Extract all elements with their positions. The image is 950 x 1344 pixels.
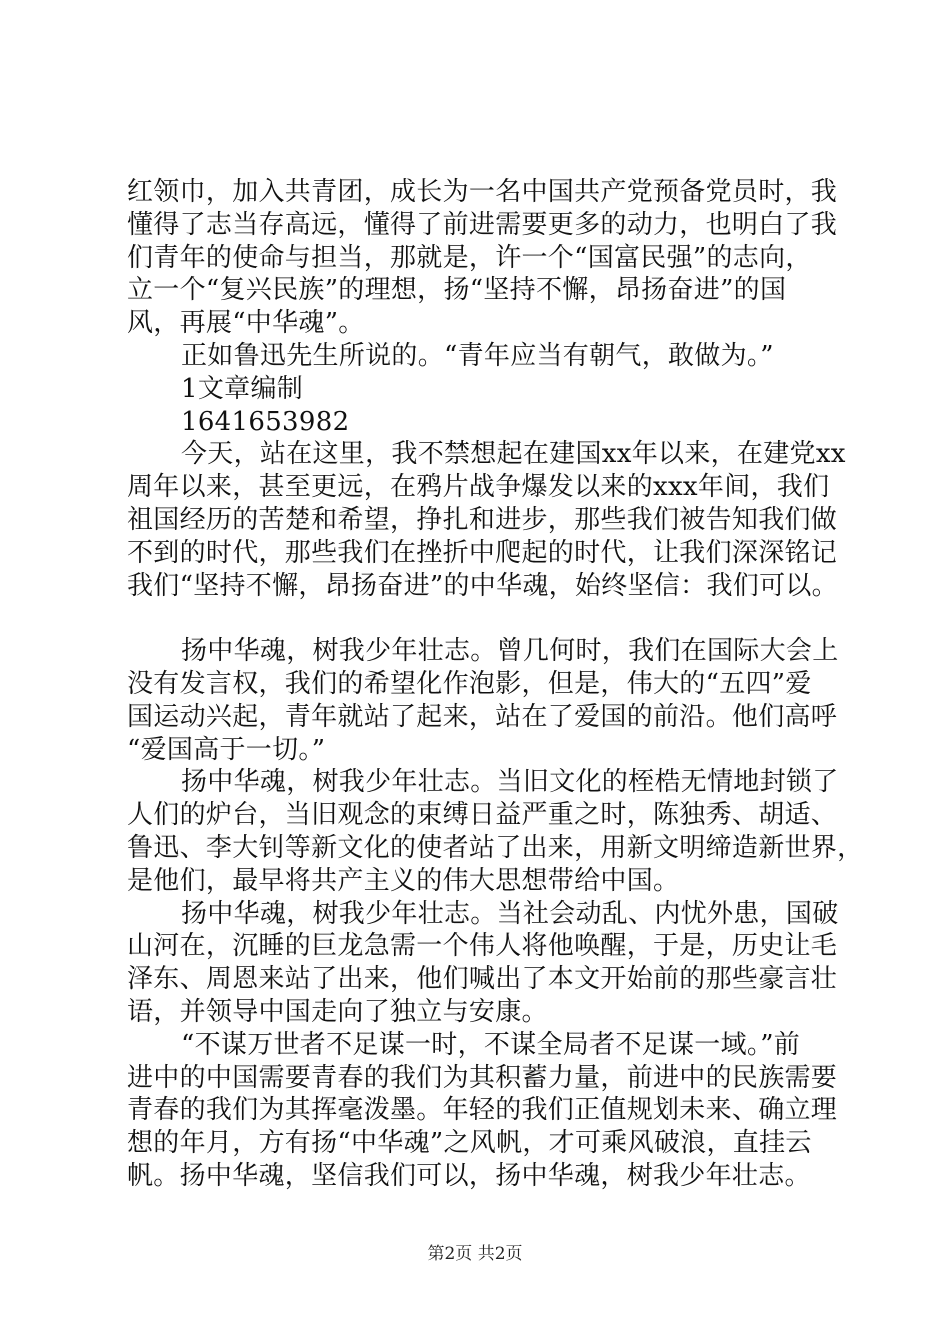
text-line: 周年以来，甚至更远，在鸦片战争爆发以来的xxx年间，我们: [127, 472, 830, 503]
text-line: 扬中华魂，树我少年壮志。当旧文化的桎梏无情地封锁了: [181, 767, 839, 798]
text-line: 青春的我们为其挥毫泼墨。年轻的我们正值规划未来、确立理: [127, 1095, 838, 1126]
text-line: 人们的炉台，当旧观念的束缚日益严重之时，陈独秀、胡适、: [127, 800, 838, 831]
text-line: 没有发言权，我们的希望化作泡影，但是，伟大的“五四”爱: [127, 668, 812, 699]
text-line: “不谋万世者不足谋一时，不谋全局者不足谋一域。”前: [181, 1029, 801, 1060]
text-line: 鲁迅、李大钊等新文化的使者站了出来，用新文明缔造新世界，: [127, 832, 864, 863]
text-line: 红领巾，加入共青团，成长为一名中国共产党预备党员时，我: [127, 177, 838, 207]
text-line: 风，再展“中华魂”。: [127, 308, 365, 339]
text-line: 懂得了志当存高远，懂得了前进需要更多的动力，也明白了我: [127, 209, 838, 240]
text-line: 祖国经历的苦楚和希望，挣扎和进步，那些我们被告知我们做: [127, 504, 838, 535]
text-line: 扬中华魂，树我少年壮志。曾几何时，我们在国际大会上: [181, 636, 839, 667]
text-line: 1641653982: [181, 406, 350, 437]
text-line: 山河在，沉睡的巨龙急需一个伟人将他唤醒，于是，历史让毛: [127, 931, 838, 962]
text-line: 扬中华魂，树我少年壮志。当社会动乱、内忧外患，国破: [181, 898, 839, 929]
text-line: 今天，站在这里，我不禁想起在建国xx年以来，在建党xx: [181, 439, 846, 470]
page-footer: 第2页 共2页: [427, 1244, 523, 1264]
blank-line: [127, 602, 847, 635]
text-line: 帆。扬中华魂，坚信我们可以，扬中华魂，树我少年壮志。: [127, 1160, 811, 1191]
text-line: 国运动兴起，青年就站了起来，站在了爱国的前沿。他们高呼: [127, 701, 838, 732]
text-line: “爱国高于一切。”: [127, 734, 326, 765]
document-body: [127, 176, 864, 1193]
text-line: 1文章编制: [181, 373, 304, 404]
text-line: 立一个“复兴民族”的理想，扬“坚持不懈，昂扬奋进”的国: [127, 275, 787, 306]
text-line: 是他们，最早将共产主义的伟大思想带给中国。: [127, 865, 680, 896]
text-line: 我们“坚持不懈，昂扬奋进”的中华魂，始终坚信：我们可以。: [127, 570, 838, 601]
text-line: 正如鲁迅先生所说的。“青年应当有朝气，敢做为。”: [181, 340, 774, 371]
text-line: 不到的时代，那些我们在挫折中爬起的时代，让我们深深铭记: [127, 537, 838, 568]
text-line: 想的年月，方有扬“中华魂”之风帆，才可乘风破浪，直挂云: [127, 1128, 812, 1159]
text-line: 泽东、周恩来站了出来，他们喊出了本文开始前的那些豪言壮: [127, 964, 838, 995]
text-line: 们青年的使命与担当，那就是，许一个“国富民强”的志向，: [127, 242, 812, 273]
text-line: 进中的中国需要青春的我们为其积蓄力量，前进中的民族需要: [127, 1062, 838, 1093]
text-line: 语，并领导中国走向了独立与安康。: [127, 996, 548, 1027]
